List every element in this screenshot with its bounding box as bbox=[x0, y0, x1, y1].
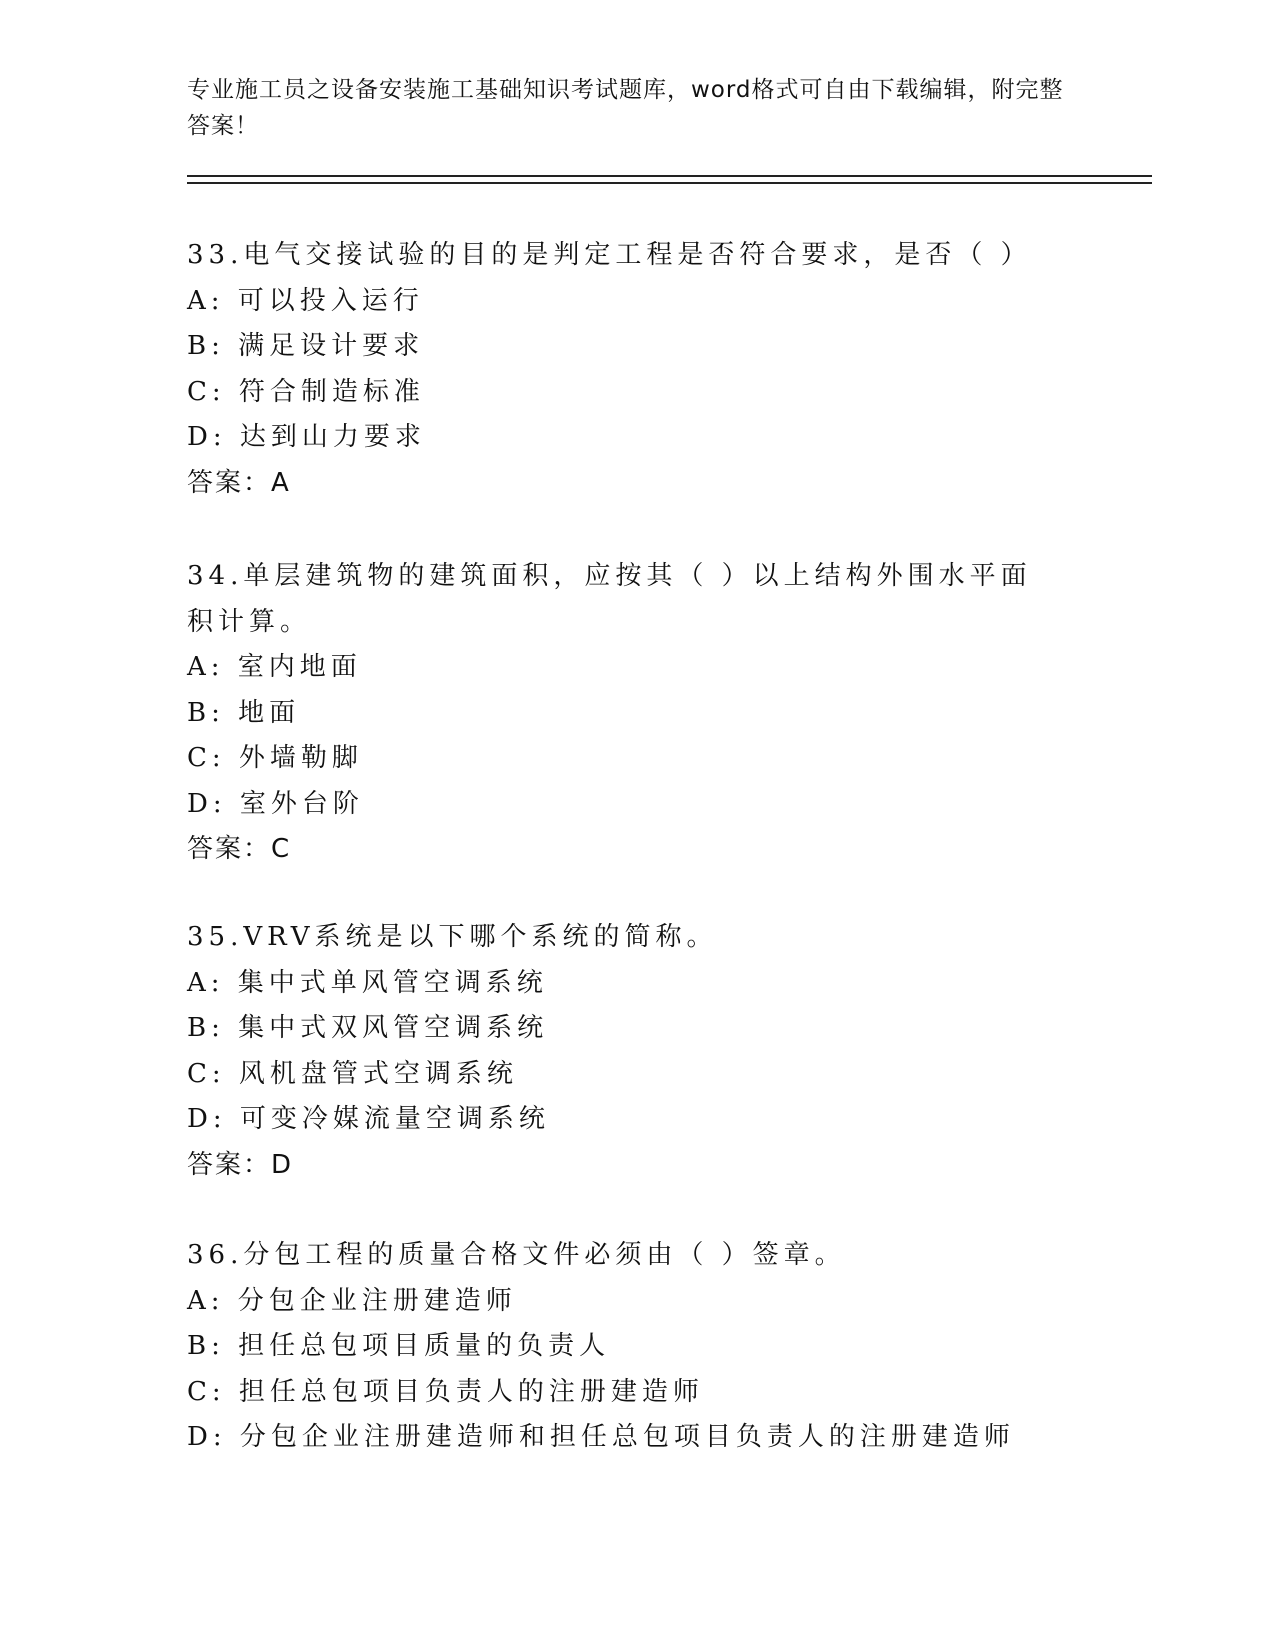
answer-label: 答案：C bbox=[187, 834, 292, 864]
option-a: A: 集中式单风管空调系统 bbox=[187, 967, 548, 998]
question-36 bbox=[187, 1233, 1087, 1461]
option-a: A: 可以投入运行 bbox=[187, 285, 424, 316]
option-c: C: 符合制造标准 bbox=[187, 376, 425, 407]
option-b: B: 满足设计要求 bbox=[187, 331, 425, 361]
question-stem: 34.单层建筑物的建筑面积，应按其（ ）以上结构外围水平面积计算。 bbox=[187, 561, 1032, 637]
question-stem: 35.VRV系统是以下哪个系统的简称。 bbox=[187, 922, 718, 952]
answer-label: 答案：D bbox=[187, 1149, 294, 1180]
option-d: D: 达到山力要求 bbox=[187, 422, 426, 452]
question-35 bbox=[187, 915, 1087, 1188]
option-b: B: 集中式双风管空调系统 bbox=[187, 1013, 549, 1043]
option-d: D: 可变冷媒流量空调系统 bbox=[187, 1104, 550, 1134]
option-c: C: 外墙勒脚 bbox=[187, 743, 363, 773]
option-d: D: 室外台阶 bbox=[187, 788, 364, 819]
option-b: B: 担任总包项目质量的负责人 bbox=[187, 1331, 611, 1361]
option-a: A: 分包企业注册建造师 bbox=[187, 1285, 517, 1316]
option-d: D: 分包企业注册建造师和担任总包项目负责人的注册建造师 bbox=[187, 1422, 1015, 1452]
header-divider-top bbox=[187, 175, 1152, 177]
question-34 bbox=[187, 554, 1087, 873]
question-stem: 33.电气交接试验的目的是判定工程是否符合要求，是否（ ） bbox=[187, 240, 1032, 270]
question-stem: 36.分包工程的质量合格文件必须由（ ）签章。 bbox=[187, 1240, 846, 1270]
option-c: C: 风机盘管式空调系统 bbox=[187, 1058, 518, 1089]
header-divider-bottom bbox=[187, 182, 1152, 184]
answer-label: 答案：A bbox=[187, 467, 291, 498]
option-c: C: 担任总包项目负责人的注册建造师 bbox=[187, 1376, 704, 1407]
option-a: A: 室内地面 bbox=[187, 652, 362, 682]
document-header: 专业施工员之设备安装施工基础知识考试题库，word格式可自由下载编辑，附完整答案！ bbox=[187, 77, 1064, 139]
question-33 bbox=[187, 233, 1087, 506]
option-b: B: 地面 bbox=[187, 697, 301, 728]
